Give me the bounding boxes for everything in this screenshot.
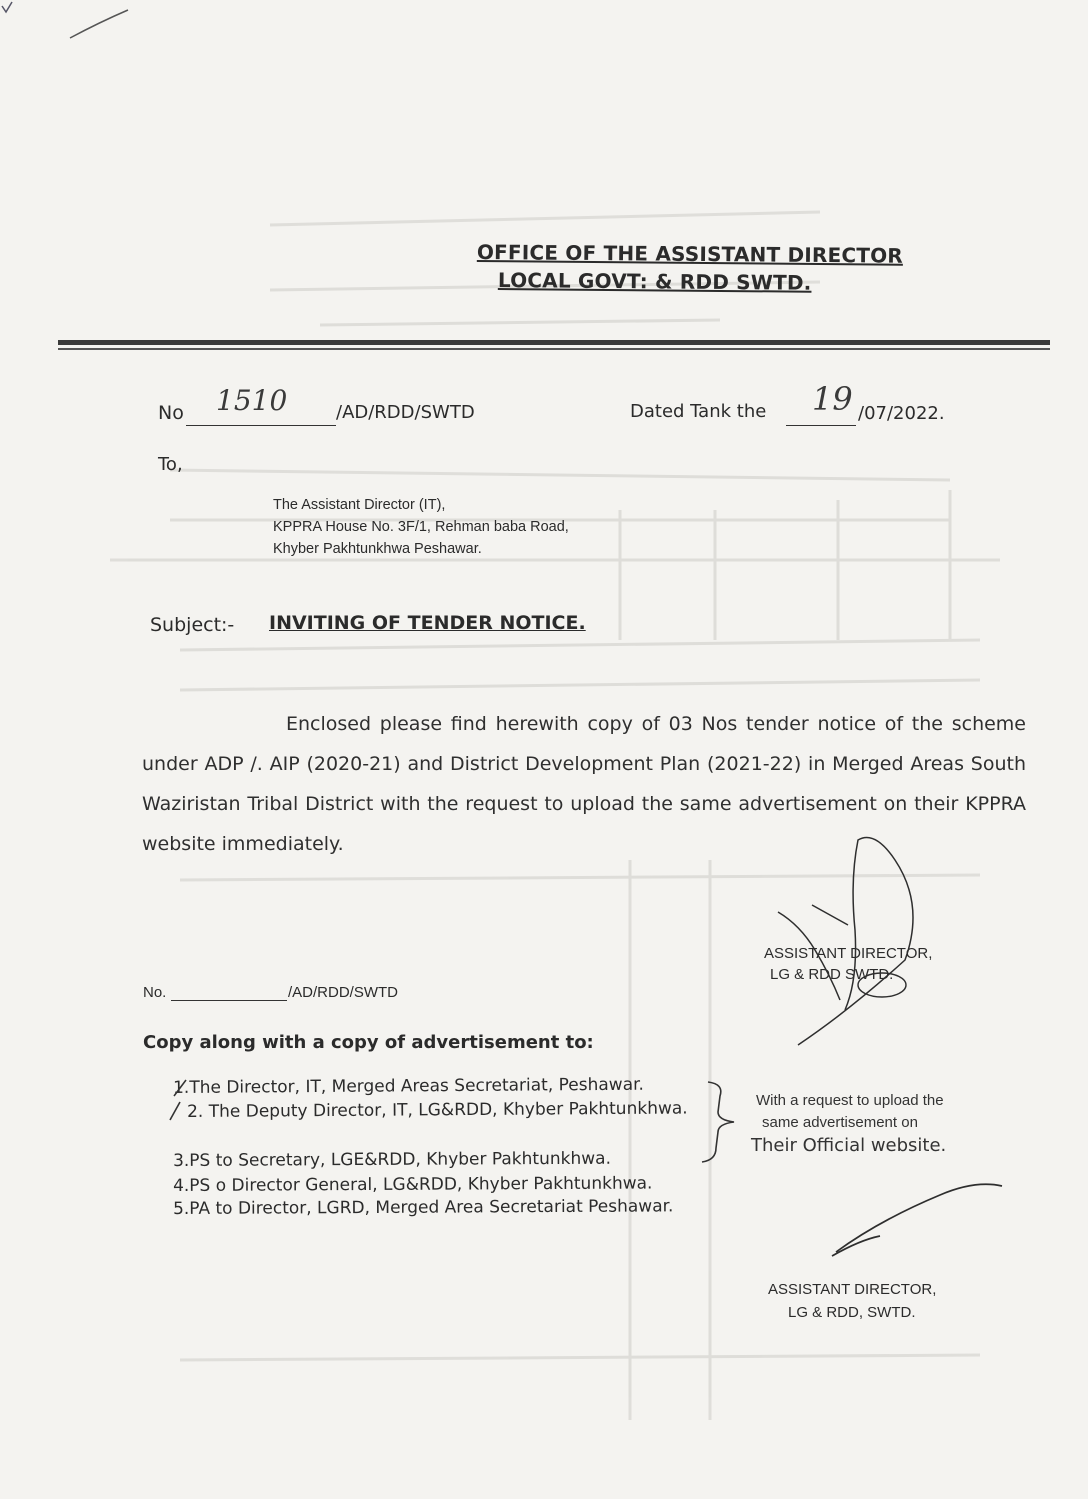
recipient-line-3: Khyber Pakhtunkhwa Peshawar. bbox=[273, 541, 482, 557]
request-note-line-3: Their Official website. bbox=[751, 1135, 947, 1156]
signature-2-scribble bbox=[832, 1184, 1002, 1256]
to-label: To, bbox=[158, 454, 183, 475]
copy-item-2: 2. The Deputy Director, IT, LG&RDD, Khyber Pakhtunkhwa. bbox=[187, 1098, 688, 1122]
dated-suffix: /07/2022. bbox=[858, 403, 945, 424]
dated-handwritten-day: 19 bbox=[812, 380, 853, 418]
check-mark-item-2 bbox=[170, 1102, 180, 1120]
subject-label: Subject:- bbox=[150, 614, 235, 636]
copy-item-4: 4.PS o Director General, LG&RDD, Khyber Pakhtunkhwa. bbox=[173, 1173, 653, 1196]
header-rule-thin bbox=[58, 348, 1050, 350]
signature-1-title: ASSISTANT DIRECTOR, bbox=[764, 945, 933, 962]
reference-label: No bbox=[158, 402, 184, 424]
second-reference-blank-line bbox=[171, 1000, 287, 1001]
office-title-line-1: OFFICE OF THE ASSISTANT DIRECTOR bbox=[476, 240, 904, 268]
corner-check-icon bbox=[2, 2, 12, 12]
office-title-line-2: LOCAL GOVT: & RDD SWTD. bbox=[497, 268, 812, 295]
corner-tick-mark bbox=[70, 10, 128, 38]
signature-2-title: ASSISTANT DIRECTOR, bbox=[768, 1281, 937, 1298]
request-note-line-1: With a request to upload the bbox=[756, 1092, 944, 1109]
signature-1-office: LG & RDD SWTD. bbox=[770, 966, 894, 983]
recipient-line-2: KPPRA House No. 3F/1, Rehman baba Road, bbox=[273, 519, 569, 535]
copy-item-3: 3.PS to Secretary, LGE&RDD, Khyber Pakhtunkhwa. bbox=[173, 1148, 612, 1171]
curly-brace-icon bbox=[702, 1082, 734, 1162]
reference-handwritten-number: 1510 bbox=[216, 384, 288, 417]
dated-label: Dated Tank the bbox=[630, 401, 767, 422]
header-rule-thick bbox=[58, 340, 1050, 345]
body-paragraph: Enclosed please find herewith copy of 03 Nos tender notice of the scheme under ADP /. AIP (2020-21) and District Development Plan (2021-22) in Merged Areas South Waziristan Tribal District with the request to upload the same advertisement on their KPPRA website immediately. bbox=[142, 713, 1026, 855]
signature-1-scribble bbox=[778, 838, 913, 1046]
second-reference-suffix: /AD/RDD/SWTD bbox=[288, 984, 398, 1001]
copy-item-1: 1.The Director, IT, Merged Areas Secretariat, Peshawar. bbox=[173, 1074, 644, 1098]
subject-text: INVITING OF TENDER NOTICE. bbox=[269, 612, 586, 634]
signature-2-office: LG & RDD, SWTD. bbox=[788, 1304, 916, 1321]
copy-heading: Copy along with a copy of advertisement to: bbox=[143, 1032, 594, 1053]
second-reference-label: No. bbox=[143, 984, 167, 1001]
reference-blank-line bbox=[186, 425, 336, 426]
request-note-line-2: same advertisement on bbox=[762, 1114, 918, 1131]
dated-blank-line bbox=[786, 425, 856, 426]
copy-item-5: 5.PA to Director, LGRD, Merged Area Secretariat Peshawar. bbox=[173, 1196, 674, 1219]
reference-suffix: /AD/RDD/SWTD bbox=[336, 402, 475, 423]
recipient-line-1: The Assistant Director (IT), bbox=[273, 497, 446, 513]
